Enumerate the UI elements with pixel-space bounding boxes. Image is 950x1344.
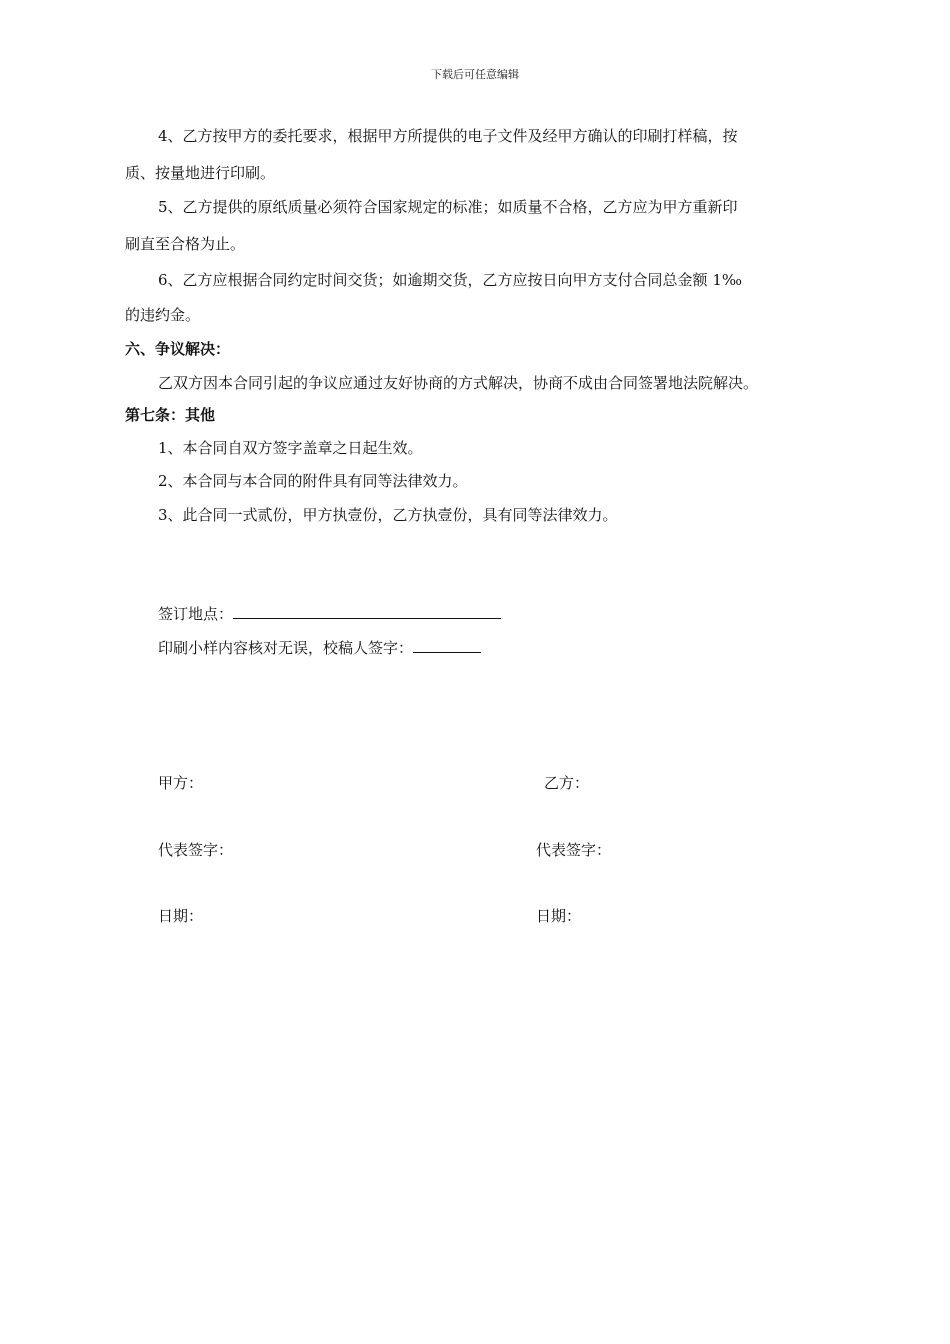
clause-4-line-1: 4、乙方按甲方的委托要求，根据甲方所提供的电子文件及经甲方确认的印刷打样稿，按 bbox=[158, 127, 738, 145]
proofreader-row bbox=[158, 630, 858, 667]
party-b-rep-label: 代表签字： bbox=[536, 841, 612, 859]
page-header: 下载后可任意编辑 bbox=[431, 68, 519, 81]
clause-5-line-1: 5、乙方提供的原纸质量必须符合国家规定的标准；如质量不合格，乙方应为甲方重新印 bbox=[158, 198, 738, 216]
section-7-item-3: 3、此合同一式贰份，甲方执壹份，乙方执壹份，具有同等法律效力。 bbox=[158, 506, 618, 524]
party-b-date-label: 日期： bbox=[536, 907, 582, 925]
proofreader-signature-field[interactable] bbox=[413, 636, 481, 653]
proofreader-label: 印刷小样内容核对无误，校稿人签字： bbox=[158, 639, 414, 657]
signing-place-row bbox=[158, 596, 858, 633]
clause-6-line-1: 6、乙方应根据合同约定时间交货；如逾期交货，乙方应按日向甲方支付合同总金额 1‰ bbox=[158, 271, 742, 289]
clause-4-line-2: 质、按量地进行印刷。 bbox=[125, 164, 276, 182]
party-b-label: 乙方： bbox=[544, 774, 590, 792]
clause-5-line-2: 刷直至合格为止。 bbox=[125, 235, 246, 253]
section-7-item-1: 1、本合同自双方签字盖章之日起生效。 bbox=[158, 439, 423, 457]
signing-place-label: 签订地点： bbox=[158, 605, 234, 623]
clause-6-line-2: 的违约金。 bbox=[125, 306, 201, 324]
section-7-item-2: 2、本合同与本合同的附件具有同等法律效力。 bbox=[158, 472, 468, 490]
party-a-label: 甲方： bbox=[158, 774, 204, 792]
section-7-heading: 第七条：其他 bbox=[125, 406, 216, 424]
signing-place-field[interactable] bbox=[233, 602, 501, 619]
section-6-text: 乙双方因本合同引起的争议应通过友好协商的方式解决，协商不成由合同签署地法院解决。 bbox=[158, 374, 759, 392]
section-6-heading: 六、争议解决： bbox=[125, 340, 231, 358]
party-a-date-label: 日期： bbox=[158, 907, 204, 925]
party-a-rep-label: 代表签字： bbox=[158, 841, 234, 859]
